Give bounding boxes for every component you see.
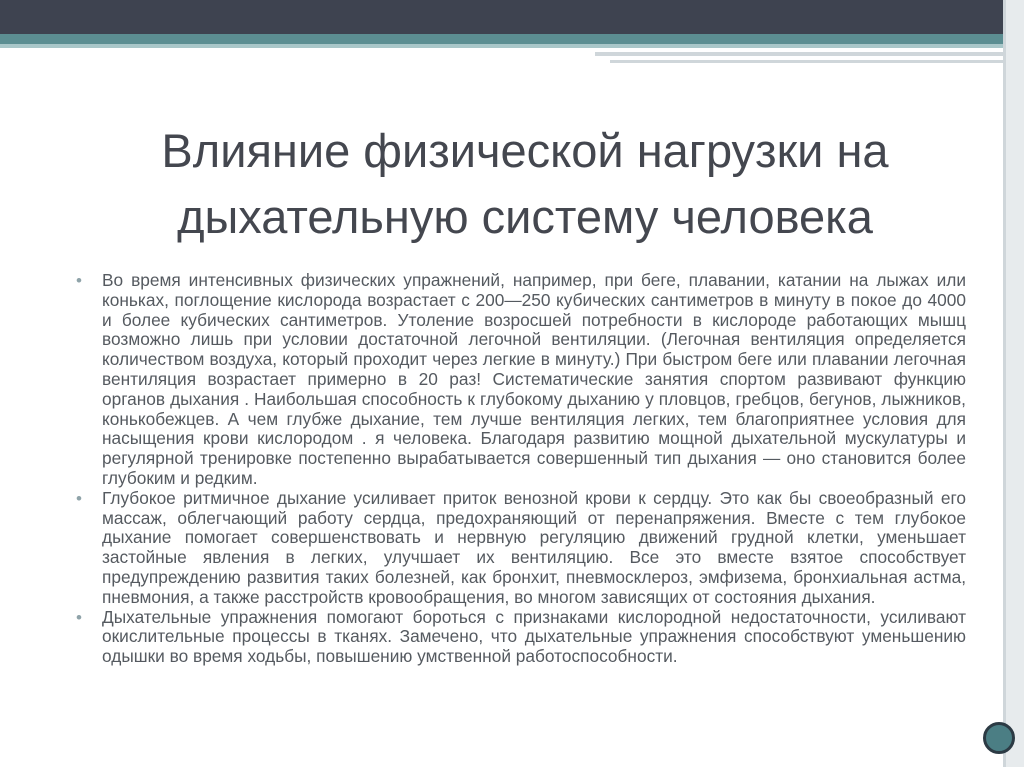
bullet-dot-icon: • [76, 488, 82, 508]
header-stripe [595, 52, 1024, 56]
bullet-text: Дыхательные упражнения помогают бороться с признаками кислородной недостаточности, усиливают окислительные процессы в тканях. Замечено, что дыхательные упражнения способствуют уменьшению одышки во время ходьбы, повышению умственной работоспособности. [102, 606, 966, 667]
side-bar [1006, 0, 1024, 767]
bullet-dot-icon: • [76, 607, 82, 627]
bullet-text: Глубокое ритмичное дыхание усиливает приток венозной крови к сердцу. Это как бы своеобразный его массаж, облегчающий работу сердца, предохраняющий от перенапряжения. Вместе с тем глубокое дыхание помогает совершенствовать и нервную регуляцию движений грудной клетки, уменьшает застойные явления в легких, улучшает их вентиляцию. Все это вместе взятое способствует предупреждению развития таких болезней, как бронхит, пневмосклероз, эмфизема, бронхиальная астма, пневмония, а также расстройств кровообращения, во многом зависящих от состояния дыхания. [102, 487, 966, 607]
header-band-teal-light [0, 44, 1024, 48]
bullet-list [76, 270, 966, 667]
header-band-teal [0, 34, 1024, 44]
nav-circle-button[interactable] [983, 722, 1015, 754]
bullet-item [76, 606, 966, 667]
bullet-dot-icon: • [76, 271, 82, 290]
bullet-text: Во время интенсивных физических упражнений, например, при беге, плавании, катании на лыжах или коньках, поглощение кислорода возрастает с 200—250 кубических сантиметров в минуту в покое до 4000 и более кубических сантиметров. Утоление возросшей потребности в кислороде работающих мышц возможно лишь при условии достаточной легочной вентиляции. (Легочная вентиляция определяется количеством воздуха, который проходит через легкие в минуту.) При быстром беге или плавании легочная вентиляция возрастает примерно в 20 раз! Систематические занятия спортом развивают функцию органов дыхания . Наибольшая способность к глубокому дыханию у пловцов, гребцов, бегунов, лыжников, конькобежцев. А чем глубже дыхание, тем лучше вентиляция легких, тем благоприятнее условия для насыщения крови кислородом . я человека. Благодаря развитию мощной дыхательной мускулатуры и регулярной тренировке постепенно вырабатывается совершенный тип дыхания — оно становится более глубоким и редким. [102, 270, 966, 488]
bullet-item [76, 487, 966, 608]
slide-title: Влияние физической нагрузки на дыхательную систему человека [161, 124, 889, 243]
header-stripe [610, 60, 1024, 63]
bullet-item [76, 270, 966, 489]
header-band-dark [0, 0, 1024, 34]
